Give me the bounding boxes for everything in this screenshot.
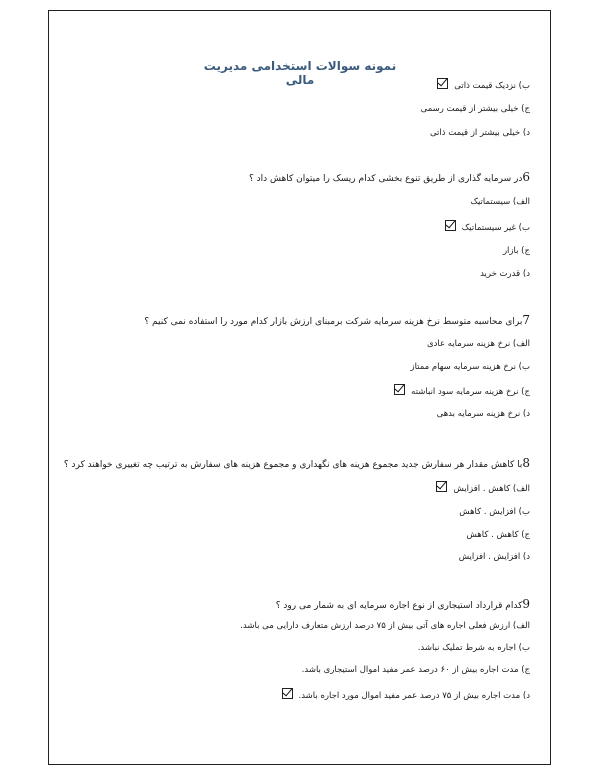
option-line: ب) افزایش . کاهش bbox=[459, 507, 530, 517]
option-line: الف) ارزش فعلی اجاره های آتی بیش از ۷۵ درصد ارزش متعارف دارایی می باشد. bbox=[240, 621, 530, 631]
checkbox-checked-icon bbox=[394, 384, 405, 395]
option-line: د) مدت اجاره بیش از ۷۵ درصد عمر مفید اموال مورد اجاره باشد. bbox=[282, 688, 531, 702]
question-number: 8 bbox=[522, 456, 530, 470]
question-text: برای محاسبه متوسط نرخ هزینه سرمایه شرکت برمبنای ارزش بازار کدام مورد را استفاده نمی کنیم ؟ bbox=[144, 317, 523, 327]
question-7 bbox=[144, 314, 530, 328]
page-title: نمونه سوالات استخدامی مدیریت مالی bbox=[203, 59, 397, 87]
checkbox-checked-icon bbox=[436, 481, 447, 492]
option-line: الف) کاهش . افزایش bbox=[436, 481, 530, 495]
question-text: کدام قرارداد استیجاری از نوع اجاره سرمایه ای به شمار می رود ؟ bbox=[275, 601, 523, 611]
question-text: در سرمایه گذاری از طریق تنوع بخشی کدام ریسک را میتوان کاهش داد ؟ bbox=[249, 174, 523, 184]
checkbox-checked-icon bbox=[445, 220, 456, 231]
question-6 bbox=[249, 171, 530, 185]
option-line: ب) نرخ هزینه سرمایه سهام ممتاز bbox=[410, 362, 530, 372]
option-line: د) قدرت خرید bbox=[480, 269, 530, 279]
option-line: ج) بازار bbox=[502, 246, 530, 256]
option-line: ج) خیلی بیشتر از قیمت رسمی bbox=[420, 104, 530, 114]
question-number: 6 bbox=[522, 170, 530, 184]
option-line: د) افزایش . افزایش bbox=[458, 552, 530, 562]
question-number: 7 bbox=[522, 313, 530, 327]
question-text: با کاهش مقدار هر سفارش جدید مجموع هزینه های نگهداری و مجموع هزینه های سفارش به ترتیب چه تغییری خواهند کرد ؟ bbox=[63, 460, 523, 470]
question-9 bbox=[276, 598, 530, 612]
option-line: د) نرخ هزینه سرمایه بدهی bbox=[436, 409, 530, 419]
option-line: ج) مدت اجاره بیش از ۶۰ درصد عمر مفید اموال استیجاری باشد. bbox=[301, 665, 530, 675]
option-line: الف) نرخ هزینه سرمایه عادی bbox=[426, 339, 530, 349]
checkbox-checked-icon bbox=[282, 688, 293, 699]
option-line: ب) غیر سیستماتیک bbox=[445, 220, 530, 234]
question-number: 9 bbox=[522, 597, 530, 611]
option-line: ب) نزدیک قیمت ذاتی bbox=[437, 78, 530, 92]
option-line: ج) کاهش . کاهش bbox=[466, 530, 530, 540]
option-line: د) خیلی بیشتر از قیمت ذاتی bbox=[429, 128, 530, 138]
question-8 bbox=[64, 457, 530, 471]
checkbox-checked-icon bbox=[437, 78, 448, 89]
option-line: ج) نرخ هزینه سرمایه سود انباشته bbox=[394, 384, 530, 398]
option-line: ب) اجاره به شرط تملیک نباشد. bbox=[417, 643, 530, 653]
option-line: الف) سیستماتیک bbox=[470, 197, 530, 207]
